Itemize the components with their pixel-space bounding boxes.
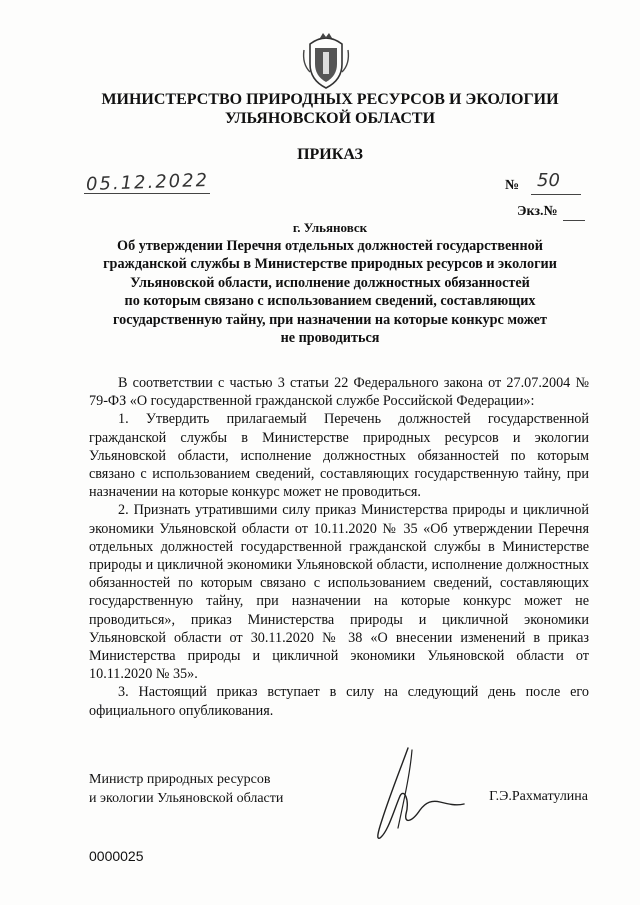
city: г. Ульяновск	[292, 220, 368, 235]
signer-position-line2: и экологии Ульяновской области	[89, 791, 284, 806]
body-paragraph-item-3: 3. Настоящий приказ вступает в силу на следующий день после его официального опубликования.	[89, 684, 589, 719]
order-number-block	[505, 170, 595, 219]
subject-line: Об утверждении Перечня отдельных должностей государственной	[117, 238, 543, 254]
order-subject	[90, 237, 570, 347]
signer-position	[89, 770, 283, 808]
subject-line: гражданской службы в Министерстве природных ресурсов и экологии	[103, 256, 557, 273]
body-paragraph-item-2: 2. Признать утратившими силу приказ Министерства природы и цикличной экономики Ульяновской области от 10.11.2020 № 35 «Об утверждении Перечня отдельных должностей государственной гражданской службы в Министерстве природы и цикличной экономики Ульяновской области, исполнение должностных обязанностей по которым связано с использованием сведений, составляющих государственную тайну, при назначении на которые конкурс может не проводиться», приказ Министерства природы и цикличной экономики Ульяновской области от 30.11.2020 № 38 «О внесении изменений в приказ Министерства природы и цикличной экономики Ульяновской области от 10.11.2020 № 35».	[89, 502, 589, 683]
subject-line: Ульяновской области, исполнение должностных обязанностей	[130, 274, 530, 291]
subject-line: по которым связано с использованием сведений, составляющих	[124, 293, 536, 310]
order-number: 50	[537, 170, 560, 191]
body-paragraph-item-1: 1. Утвердить прилагаемый Перечень должностей государственной гражданской службы в Министерстве природных ресурсов и экологии Ульяновской области, исполнение должностных обязанностей по которым связано с использованием сведений, составляющих государственную тайну, при назначении на которые конкурс может не проводиться.	[89, 411, 589, 501]
order-body	[89, 374, 589, 720]
ministry-name	[60, 90, 600, 128]
number-underline	[531, 194, 581, 195]
document-serial-number: 0000025	[89, 848, 144, 864]
order-date: 05.12.2022	[85, 169, 210, 196]
date-underline	[84, 193, 210, 194]
subject-line: государственную тайну, при назначении на которые конкурс может	[113, 311, 547, 328]
copy-label: Экз.№	[517, 204, 558, 219]
subject-line: не проводиться	[280, 330, 380, 347]
body-paragraph-preamble: В соответствии с частью 3 статьи 22 Федерального закона от 27.07.2004 № 79-ФЗ «О государственной гражданской службе Российской Федерации»:	[89, 375, 589, 410]
order-title: ПРИКАЗ	[297, 146, 363, 163]
coat-of-arms-icon	[300, 30, 352, 90]
number-label: №	[505, 178, 520, 193]
handwritten-signature-icon	[360, 740, 470, 850]
ministry-name-line2: УЛЬЯНОВСКОЙ ОБЛАСТИ	[224, 110, 436, 127]
signer-name: Г.Э.Рахматулина	[489, 789, 588, 804]
ministry-name-line1: МИНИСТЕРСТВО ПРИРОДНЫХ РЕСУРСОВ И ЭКОЛОГИИ	[101, 91, 559, 108]
signer-position-line1: Министр природных ресурсов	[89, 772, 271, 787]
